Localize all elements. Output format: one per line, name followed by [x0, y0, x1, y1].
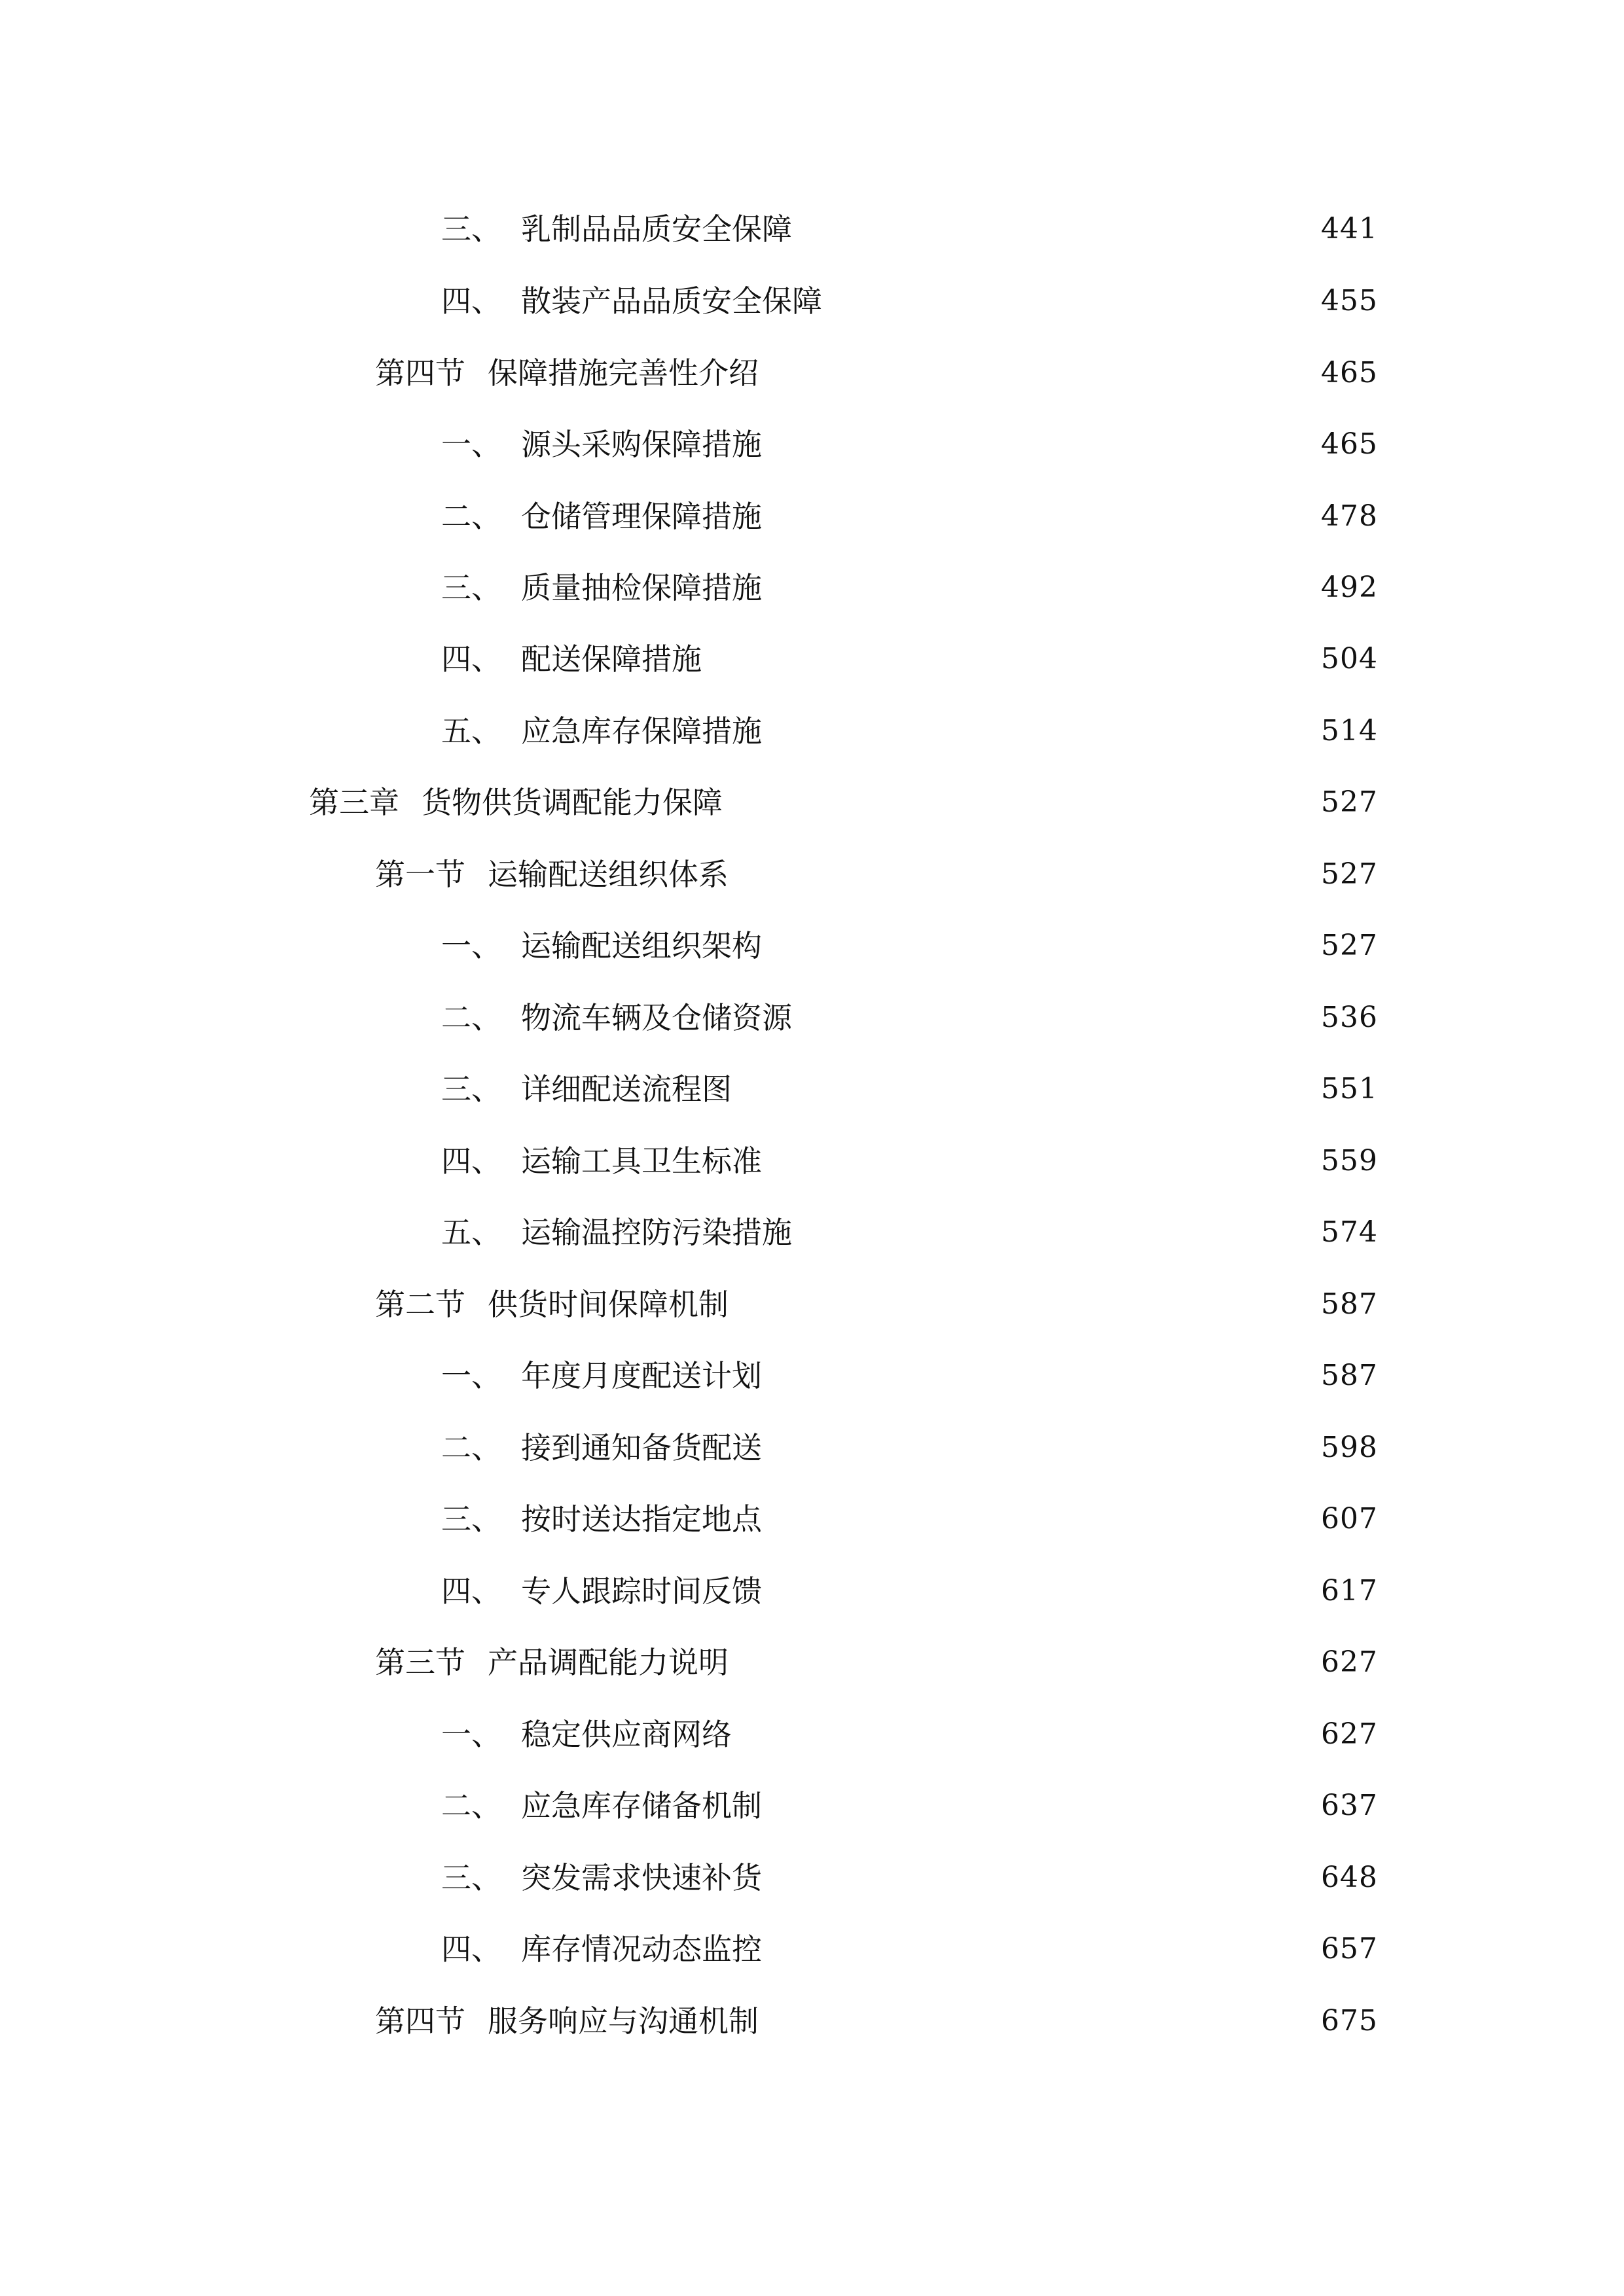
dot-leader	[768, 347, 1314, 399]
toc-entry-page: 455	[1321, 284, 1378, 317]
toc-entry-number: 四、	[441, 283, 501, 319]
dot-leader	[801, 203, 1314, 255]
toc-entry-page: 504	[1321, 642, 1378, 675]
dot-leader	[741, 1708, 1314, 1761]
toc-entry-page: 637	[1321, 1789, 1378, 1822]
toc-entry-number: 第三章	[309, 785, 399, 820]
toc-entry[interactable]	[441, 1422, 1378, 1474]
toc-entry-number: 第三节	[375, 1645, 465, 1680]
toc-entry[interactable]	[441, 1565, 1378, 1617]
dot-leader	[771, 705, 1314, 757]
toc-entry-number: 四、	[441, 641, 501, 677]
toc-entry-number: 四、	[441, 1573, 501, 1609]
toc-entry-page: 465	[1321, 356, 1378, 389]
dot-leader	[771, 1135, 1314, 1187]
toc-entry-page: 657	[1321, 1932, 1378, 1965]
dot-leader	[831, 275, 1314, 327]
toc-entry-number: 五、	[441, 1215, 501, 1250]
dot-leader	[801, 1206, 1314, 1259]
toc-entry-number: 五、	[441, 713, 501, 749]
dot-leader	[768, 1995, 1314, 2047]
toc-entry[interactable]	[441, 1923, 1378, 1975]
toc-entry-number: 三、	[441, 211, 501, 247]
toc-entry-title: 源头采购保障措施	[521, 427, 762, 462]
dot-leader	[732, 776, 1314, 829]
toc-entry[interactable]	[441, 562, 1378, 614]
toc-entry-number: 一、	[441, 1358, 501, 1393]
toc-entry-number: 二、	[441, 1430, 501, 1465]
toc-entry[interactable]	[309, 776, 1378, 829]
toc-entry-page: 492	[1321, 571, 1378, 604]
toc-entry-title: 仓储管理保障措施	[521, 499, 762, 534]
toc-entry[interactable]	[375, 848, 1378, 901]
toc-entry[interactable]	[441, 203, 1378, 255]
toc-entry-number: 三、	[441, 1501, 501, 1537]
toc-entry[interactable]	[441, 418, 1378, 471]
toc-entry-title: 散装产品品质安全保障	[521, 283, 822, 319]
toc-entry[interactable]	[441, 1206, 1378, 1259]
dot-leader	[771, 1350, 1314, 1402]
toc-entry-page: 559	[1321, 1144, 1378, 1177]
toc-entry-page: 617	[1321, 1574, 1378, 1607]
toc-entry-page: 527	[1321, 785, 1378, 819]
toc-entry-title: 运输配送组织体系	[488, 857, 729, 892]
dot-leader	[711, 633, 1314, 685]
toc-entry-page: 514	[1321, 714, 1378, 747]
toc-entry-page: 607	[1321, 1502, 1378, 1535]
toc-entry[interactable]	[441, 275, 1378, 327]
toc-entry[interactable]	[441, 992, 1378, 1044]
toc-entry-page: 587	[1321, 1287, 1378, 1321]
dot-leader	[738, 1278, 1314, 1331]
toc-entry[interactable]	[441, 490, 1378, 543]
toc-entry-number: 二、	[441, 499, 501, 534]
dot-leader	[801, 992, 1314, 1044]
toc-entry[interactable]	[375, 347, 1378, 399]
dot-leader	[771, 1780, 1314, 1832]
toc-entry-page: 587	[1321, 1359, 1378, 1392]
toc-entry-title: 库存情况动态监控	[521, 1931, 762, 1967]
toc-entry-page: 627	[1321, 1717, 1378, 1751]
toc-entry-page: 551	[1321, 1072, 1378, 1105]
dot-leader	[771, 1852, 1314, 1904]
toc-entry-title: 稳定供应商网络	[521, 1717, 732, 1752]
toc-entry-page: 465	[1321, 427, 1378, 461]
dot-leader	[738, 1636, 1314, 1689]
toc-entry[interactable]	[441, 1350, 1378, 1402]
toc-entry-number: 一、	[441, 928, 501, 963]
dot-leader	[771, 1923, 1314, 1975]
toc-entry[interactable]	[441, 1493, 1378, 1545]
toc-entry-page: 627	[1321, 1645, 1378, 1679]
toc-entry[interactable]	[375, 1278, 1378, 1331]
toc-entry-title: 服务响应与沟通机制	[488, 2003, 759, 2039]
dot-leader	[771, 920, 1314, 972]
toc-entry-page: 675	[1321, 2004, 1378, 2037]
toc-entry-number: 第二节	[375, 1287, 465, 1322]
toc-entry-number: 第四节	[375, 2003, 465, 2039]
toc-entry[interactable]	[441, 633, 1378, 685]
toc-entry-title: 质量抽检保障措施	[521, 570, 762, 605]
dot-leader	[771, 1565, 1314, 1617]
toc-entry[interactable]	[375, 1636, 1378, 1689]
toc-entry-number: 三、	[441, 1860, 501, 1895]
toc-entry-title: 专人跟踪时间反馈	[521, 1573, 762, 1609]
dot-leader	[771, 418, 1314, 471]
toc-entry-number: 一、	[441, 427, 501, 462]
toc-entry[interactable]	[441, 1063, 1378, 1115]
dot-leader	[771, 562, 1314, 614]
dot-leader	[771, 490, 1314, 543]
toc-entry-title: 供货时间保障机制	[488, 1287, 729, 1322]
toc-entry-number: 一、	[441, 1717, 501, 1752]
toc-entry-page: 441	[1321, 212, 1378, 245]
toc-entry[interactable]	[441, 1135, 1378, 1187]
toc-entry[interactable]	[375, 1995, 1378, 2047]
dot-leader	[771, 1422, 1314, 1474]
toc-entry-page: 648	[1321, 1861, 1378, 1894]
toc-entry-title: 运输温控防污染措施	[521, 1215, 792, 1250]
toc-entry-title: 突发需求快速补货	[521, 1860, 762, 1895]
toc-entry-title: 乳制品品质安全保障	[521, 211, 792, 247]
toc-entry-number: 四、	[441, 1931, 501, 1967]
toc-entry-title: 物流车辆及仓储资源	[521, 1000, 792, 1035]
toc-entry-number: 第四节	[375, 355, 465, 391]
toc-entry-title: 货物供货调配能力保障	[422, 785, 723, 820]
toc-entry[interactable]	[441, 1780, 1378, 1832]
toc-entry-title: 运输配送组织架构	[521, 928, 762, 963]
toc-entry[interactable]	[441, 705, 1378, 757]
toc-entry-number: 三、	[441, 1071, 501, 1107]
toc-entry[interactable]	[441, 1852, 1378, 1904]
dot-leader	[738, 848, 1314, 901]
toc-entry-number: 四、	[441, 1143, 501, 1179]
toc-entry-title: 保障措施完善性介绍	[488, 355, 759, 391]
toc-entry-page: 527	[1321, 857, 1378, 891]
toc-entry-title: 接到通知备货配送	[521, 1430, 762, 1465]
toc-entry-title: 产品调配能力说明	[488, 1645, 729, 1680]
toc-entry-page: 527	[1321, 929, 1378, 962]
toc-entry-title: 运输工具卫生标准	[521, 1143, 762, 1179]
toc-entry-page: 598	[1321, 1431, 1378, 1464]
toc-entry-title: 配送保障措施	[521, 641, 702, 677]
toc-entry[interactable]	[441, 1708, 1378, 1761]
toc-entry-page: 536	[1321, 1001, 1378, 1034]
toc-entry-title: 按时送达指定地点	[521, 1501, 762, 1537]
toc-entry-number: 第一节	[375, 857, 465, 892]
toc-entry-title: 应急库存储备机制	[521, 1788, 762, 1823]
toc-entry-number: 二、	[441, 1788, 501, 1823]
toc-entry-title: 年度月度配送计划	[521, 1358, 762, 1393]
toc-entry-page: 478	[1321, 499, 1378, 533]
dot-leader	[771, 1493, 1314, 1545]
dot-leader	[741, 1063, 1314, 1115]
toc-entry-title: 应急库存保障措施	[521, 713, 762, 749]
toc-entry-number: 二、	[441, 1000, 501, 1035]
toc-entry-title: 详细配送流程图	[521, 1071, 732, 1107]
toc-entry[interactable]	[441, 920, 1378, 972]
toc-entry-page: 574	[1321, 1215, 1378, 1249]
toc-entry-number: 三、	[441, 570, 501, 605]
